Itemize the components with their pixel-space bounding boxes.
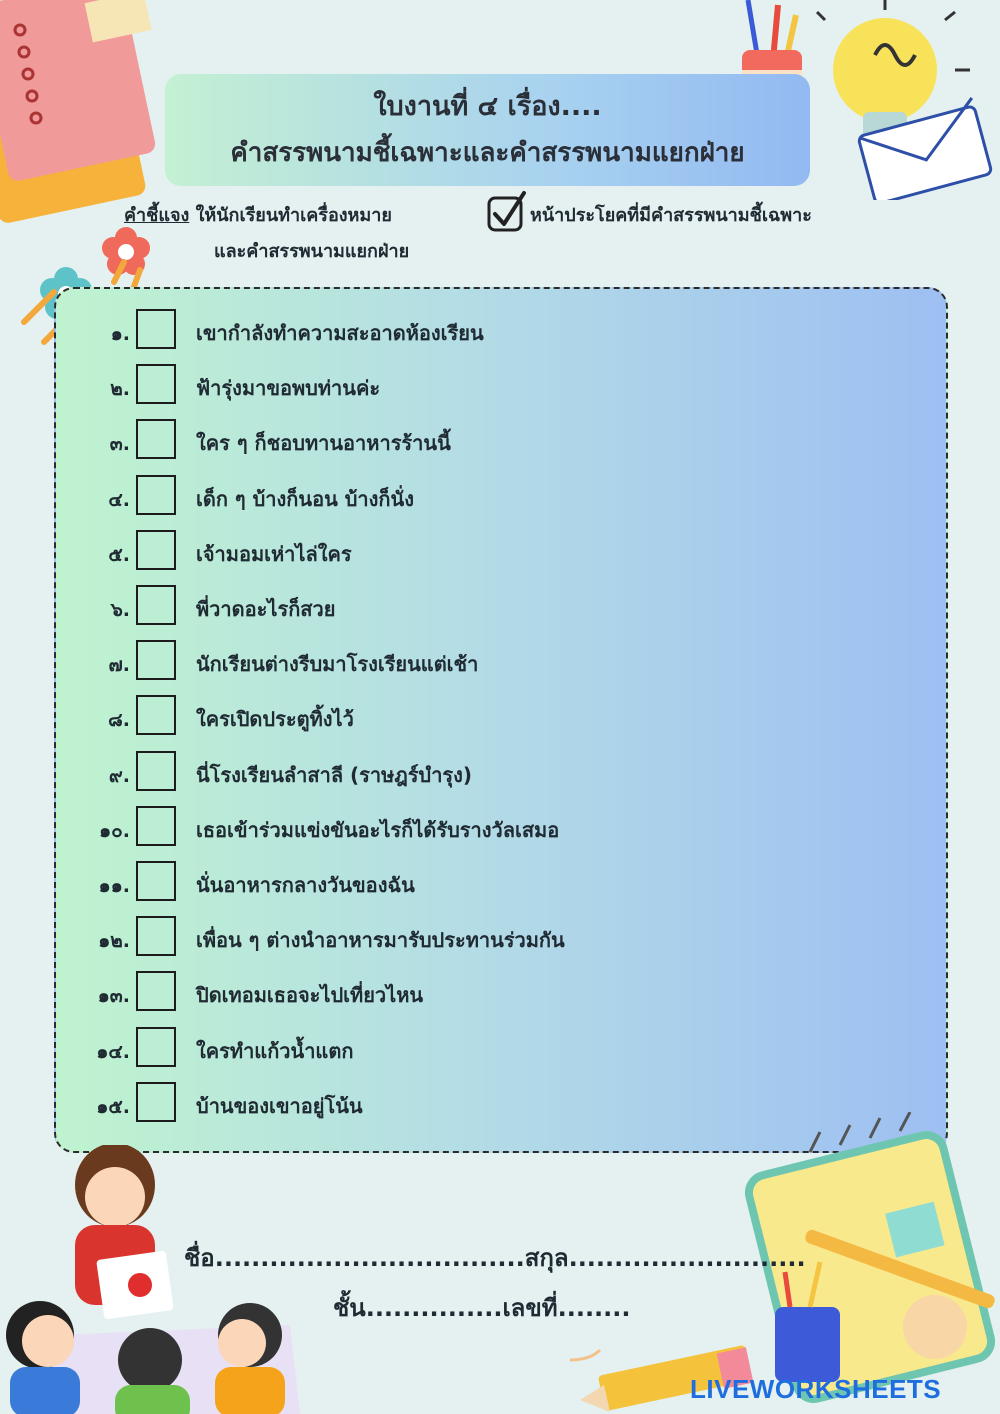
student-class-field[interactable]: ชั้น...............เลขที่........ bbox=[333, 1294, 631, 1322]
item-sentence: เจ้ามอมเห่าไล่ใคร bbox=[196, 542, 352, 566]
teacher-students-illustration bbox=[0, 1145, 300, 1414]
item-sentence: ฟ้ารุ่งมาขอพบท่านค่ะ bbox=[196, 376, 381, 400]
item-sentence: ใครเปิดประตูทิ้งไว้ bbox=[196, 707, 354, 731]
page-subtitle: คำสรรพนามชี้เฉพาะและคำสรรพนามแยกฝ่าย bbox=[230, 138, 745, 168]
notebook-illustration bbox=[0, 0, 170, 230]
item-number: ๘. bbox=[108, 709, 130, 731]
item-sentence: บ้านของเขาอยู่โน้น bbox=[196, 1094, 363, 1118]
instruction-text-after: หน้าประโยคที่มีคำสรรพนามชี้เฉพาะ bbox=[530, 205, 812, 226]
answer-checkbox[interactable] bbox=[136, 640, 176, 680]
answer-checkbox[interactable] bbox=[136, 419, 176, 459]
student-name-field[interactable]: ชื่อ..................................สกุล.......................... bbox=[184, 1244, 806, 1272]
lightbulb-icon bbox=[805, 0, 1000, 200]
answer-checkbox[interactable] bbox=[136, 861, 176, 901]
answer-checkbox[interactable] bbox=[136, 751, 176, 791]
answer-checkbox[interactable] bbox=[136, 695, 176, 735]
answer-checkbox[interactable] bbox=[136, 971, 176, 1011]
item-number: ๑๒. bbox=[98, 930, 130, 952]
item-sentence: เขากำลังทำความสะอาดห้องเรียน bbox=[196, 321, 484, 345]
item-sentence: นักเรียนต่างรีบมาโรงเรียนแต่เช้า bbox=[196, 652, 479, 676]
answer-checkbox[interactable] bbox=[136, 309, 176, 349]
item-sentence: ปิดเทอมเธอจะไปเที่ยวไหน bbox=[196, 983, 424, 1007]
item-number: ๔. bbox=[108, 489, 130, 511]
item-sentence: พี่วาดอะไรก็สวย bbox=[196, 597, 336, 621]
answer-checkbox[interactable] bbox=[136, 1027, 176, 1067]
item-number: ๗. bbox=[108, 654, 130, 676]
answer-checkbox[interactable] bbox=[136, 364, 176, 404]
item-number: ๒. bbox=[110, 378, 130, 400]
item-number: ๕. bbox=[108, 544, 130, 566]
item-sentence: เพื่อน ๆ ต่างนำอาหารมารับประทานร่วมกัน bbox=[196, 928, 565, 952]
item-number: ๑๓. bbox=[97, 985, 130, 1007]
answer-checkbox[interactable] bbox=[136, 530, 176, 570]
instruction-label: คำชี้แจง bbox=[124, 205, 190, 226]
item-number: ๑. bbox=[110, 323, 130, 345]
checkbox-check-icon bbox=[486, 190, 528, 234]
answer-checkbox[interactable] bbox=[136, 1082, 176, 1122]
item-number: ๑๕. bbox=[96, 1096, 130, 1118]
item-number: ๑๐. bbox=[99, 820, 130, 842]
item-sentence: เธอเข้าร่วมแข่งขันอะไรก็ได้รับรางวัลเสมอ bbox=[196, 818, 560, 842]
answer-checkbox[interactable] bbox=[136, 585, 176, 625]
answer-checkbox[interactable] bbox=[136, 916, 176, 956]
brand-text: LIVEWORKSHEETS bbox=[690, 1374, 942, 1404]
liveworksheets-logo bbox=[690, 1374, 941, 1405]
item-sentence: เด็ก ๆ บ้างก็นอน บ้างก็นั่ง bbox=[196, 487, 414, 511]
item-number: ๖. bbox=[110, 599, 130, 621]
item-number: ๓. bbox=[109, 433, 130, 455]
instruction-line-2: และคำสรรพนามแยกฝ่าย bbox=[214, 241, 410, 262]
item-sentence: นั่นอาหารกลางวันของฉัน bbox=[196, 873, 415, 897]
item-sentence: ใคร ๆ ก็ชอบทานอาหารร้านนี้ bbox=[196, 431, 451, 455]
item-sentence: ใครทำแก้วน้ำแตก bbox=[196, 1039, 354, 1063]
item-number: ๙. bbox=[108, 765, 130, 787]
item-number: ๑๑. bbox=[98, 875, 130, 897]
instruction-line-1 bbox=[124, 200, 392, 229]
instruction-text: ให้นักเรียนทำเครื่องหมาย bbox=[195, 205, 392, 226]
item-number: ๑๔. bbox=[96, 1041, 130, 1063]
exercise-panel bbox=[54, 287, 948, 1153]
answer-checkbox[interactable] bbox=[136, 806, 176, 846]
item-sentence: นี่โรงเรียนลำสาลี (ราษฎร์บำรุง) bbox=[196, 763, 473, 787]
page-title: ใบงานที่ ๔ เรื่อง.... bbox=[373, 91, 602, 122]
answer-checkbox[interactable] bbox=[136, 475, 176, 515]
